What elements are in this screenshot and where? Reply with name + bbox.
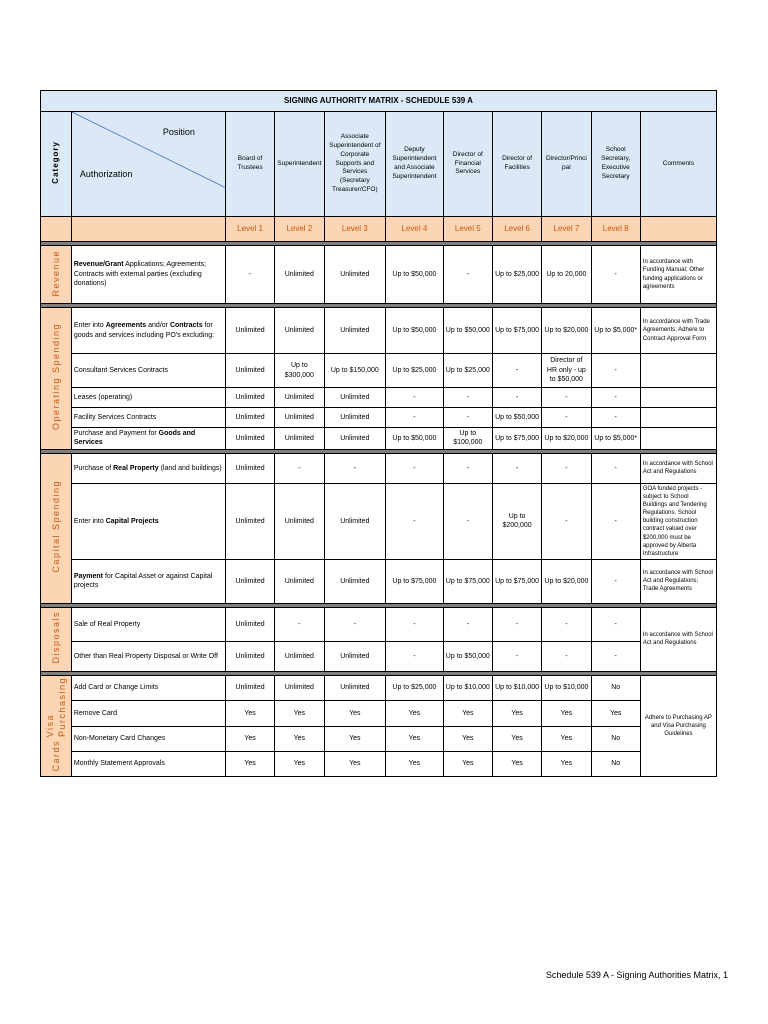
authority-value: Up to $20,000	[542, 308, 591, 354]
authority-value: -	[591, 246, 640, 304]
authority-value: Yes	[225, 701, 274, 726]
comment-cell: In accordance with Funding Manual; Other funding applications or agreements	[640, 246, 716, 304]
authorization-text: Enter into	[73, 517, 106, 525]
authorization-cell	[71, 641, 225, 671]
column-header: Director of Financial Services	[443, 112, 492, 217]
authority-value: -	[386, 607, 444, 641]
authority-value: Up to $10,000	[443, 675, 492, 700]
authority-value: -	[443, 408, 492, 428]
authorization-cell	[71, 559, 225, 603]
authority-value: -	[591, 559, 640, 603]
comment-cell: Adhere to Purchasing AP and Visa Purchasing Guidelines	[640, 675, 716, 776]
level-row	[41, 217, 717, 242]
matrix-row	[41, 388, 717, 408]
authority-value: Yes	[591, 701, 640, 726]
authorization-text: for goods and services including PO's excluding:	[73, 322, 215, 339]
authority-value: Up to $25,000	[443, 354, 492, 388]
authorization-cell	[71, 408, 225, 428]
page-footer: Schedule 539 A - Signing Authorities Matrix, 1	[545, 970, 728, 980]
authority-value: Up to $50,000	[443, 641, 492, 671]
column-header: Board of Trustees	[225, 112, 274, 217]
authority-value: Unlimited	[275, 388, 324, 408]
authority-value: Unlimited	[275, 559, 324, 603]
authority-value: Up to 20,000	[542, 246, 591, 304]
matrix-row	[41, 641, 717, 671]
column-header: Associate Superintendent of Corporate Supports and Services (Secretary Treasurer/CFO)	[324, 112, 386, 217]
authority-value: Unlimited	[324, 675, 386, 700]
category-label: Purchasing	[56, 676, 67, 737]
matrix-body	[41, 242, 717, 777]
authority-value: Unlimited	[225, 408, 274, 428]
authority-value: -	[492, 607, 541, 641]
category-label: Cards	[50, 740, 61, 772]
authority-value: Yes	[542, 751, 591, 776]
column-header: Director/Principal	[542, 112, 591, 217]
authority-value: -	[542, 641, 591, 671]
disposals-category-cell	[41, 607, 72, 671]
authorization-cell	[71, 607, 225, 641]
authority-value: Yes	[443, 751, 492, 776]
comment-cell: In accordance with School Act and Regulations	[640, 453, 716, 483]
matrix-row	[41, 428, 717, 450]
matrix-row	[41, 559, 717, 603]
comment-cell	[640, 408, 716, 428]
authority-value: -	[591, 641, 640, 671]
authorization-cell	[71, 675, 225, 700]
level-blank-cell	[640, 217, 716, 242]
operating-category-cell	[41, 308, 72, 450]
authorization-cell	[71, 388, 225, 408]
authorization-cell	[71, 354, 225, 388]
authority-value: -	[542, 388, 591, 408]
authorization-cell	[71, 751, 225, 776]
authority-value: Up to $25,000	[386, 675, 444, 700]
authority-value: Yes	[386, 751, 444, 776]
authorization-text: Add Card or Change Limits	[73, 684, 159, 692]
authorization-text: Non-Monetary Card Changes	[73, 735, 166, 743]
authority-value: Unlimited	[324, 246, 386, 304]
authority-value: Up to $300,000	[275, 354, 324, 388]
authorization-cell	[71, 453, 225, 483]
authority-value: -	[443, 453, 492, 483]
authority-value: -	[591, 388, 640, 408]
authorization-text: Remove Card	[73, 709, 117, 717]
authority-value: Up to $20,000	[542, 428, 591, 450]
authority-value: -	[443, 483, 492, 559]
visa-category-cell	[41, 675, 72, 776]
level-label: Level 4	[386, 217, 444, 242]
authorization-text: Payment	[73, 572, 103, 580]
column-header: Superintendent	[275, 112, 324, 217]
authority-value: Unlimited	[225, 675, 274, 700]
column-header: Comments	[640, 112, 716, 217]
authority-value: -	[324, 607, 386, 641]
level-blank-cell	[71, 217, 225, 242]
level-label: Level 1	[225, 217, 274, 242]
authority-value: No	[591, 675, 640, 700]
authority-value: Unlimited	[275, 483, 324, 559]
authority-value: Up to $75,000	[443, 559, 492, 603]
authority-value: Yes	[492, 751, 541, 776]
authority-value: Yes	[542, 726, 591, 751]
authority-value: Up to $25,000	[492, 246, 541, 304]
authority-value: -	[443, 388, 492, 408]
matrix-row	[41, 354, 717, 388]
column-header: Director of Facilities	[492, 112, 541, 217]
authority-value: Yes	[324, 751, 386, 776]
revenue-category-cell	[41, 246, 72, 304]
authority-value: Unlimited	[275, 641, 324, 671]
authority-value: Yes	[275, 751, 324, 776]
authorization-text: Real Property	[113, 464, 159, 472]
level-label: Level 3	[324, 217, 386, 242]
authority-value: Yes	[225, 726, 274, 751]
category-label: Disposals	[50, 611, 61, 664]
authority-value: -	[443, 246, 492, 304]
authority-value: Unlimited	[324, 428, 386, 450]
authority-value: -	[591, 483, 640, 559]
authority-value: No	[591, 726, 640, 751]
category-label: Capital Spending	[50, 480, 61, 573]
authority-value: Unlimited	[324, 408, 386, 428]
authority-value: -	[492, 641, 541, 671]
authority-value: No	[591, 751, 640, 776]
authorization-text: Monthly Statement Approvals	[73, 760, 165, 768]
authority-value: Up to $20,000	[542, 559, 591, 603]
matrix-row	[41, 726, 717, 751]
authorization-text: and/or	[146, 322, 170, 330]
level-label: Level 7	[542, 217, 591, 242]
authority-value: Yes	[542, 701, 591, 726]
authorization-cell	[71, 483, 225, 559]
authority-value: Yes	[443, 726, 492, 751]
authority-value: Unlimited	[225, 354, 274, 388]
authority-value: Up to $25,000	[386, 354, 444, 388]
authority-value: -	[275, 607, 324, 641]
category-label: Category	[50, 140, 60, 184]
authority-value: Unlimited	[225, 483, 274, 559]
authority-value: Up to $5,000*	[591, 308, 640, 354]
authority-value: Up to $75,000	[492, 559, 541, 603]
comment-cell: GOA funded projects - subject to School Buildings and Tendering Regulations. School building construction contract valued over $200,000 must be approved by Alberta Infrastructure	[640, 483, 716, 559]
authorization-text: Goods and Services	[73, 430, 196, 447]
authority-value: -	[386, 408, 444, 428]
authorization-text: Agreements	[105, 322, 147, 330]
level-label: Level 2	[275, 217, 324, 242]
authority-value: Unlimited	[275, 308, 324, 354]
authority-value: Unlimited	[324, 308, 386, 354]
authority-value: Up to $50,000	[386, 428, 444, 450]
matrix-title: SIGNING AUTHORITY MATRIX - SCHEDULE 539 A	[41, 91, 717, 112]
authority-value: Unlimited	[225, 308, 274, 354]
authority-value: -	[591, 408, 640, 428]
authority-value: Yes	[324, 701, 386, 726]
matrix-row	[41, 483, 717, 559]
authority-value: -	[386, 453, 444, 483]
authorization-text: Other than Real Property Disposal or Write Off	[73, 652, 218, 660]
level-blank-cell	[41, 217, 72, 242]
authority-value: -	[591, 354, 640, 388]
authority-value: Unlimited	[225, 388, 274, 408]
authorization-text: Capital Projects	[105, 517, 159, 525]
authority-value: -	[591, 453, 640, 483]
authority-value: -	[542, 408, 591, 428]
level-label: Level 6	[492, 217, 541, 242]
authority-value: -	[275, 453, 324, 483]
column-header: Deputy Superintendent and Associate Superintendent	[386, 112, 444, 217]
authority-value: Unlimited	[275, 408, 324, 428]
comment-cell	[640, 388, 716, 408]
authority-value: Unlimited	[275, 428, 324, 450]
column-header: School Secretary, Executive Secretary	[591, 112, 640, 217]
authority-value: -	[542, 607, 591, 641]
authority-value: Up to $10,000	[542, 675, 591, 700]
authorization-cell	[71, 726, 225, 751]
authority-value: -	[492, 453, 541, 483]
authority-value: Unlimited	[225, 607, 274, 641]
authority-value: -	[542, 483, 591, 559]
authority-value: -	[492, 354, 541, 388]
authority-value: Yes	[386, 726, 444, 751]
authorization-text: Purchase and Payment for	[73, 430, 159, 437]
authority-value: Up to $75,000	[492, 308, 541, 354]
authorization-text: (land and buildings)	[158, 464, 222, 472]
category-header	[41, 112, 72, 217]
authority-value: Up to $75,000	[386, 559, 444, 603]
signing-authority-matrix	[40, 90, 717, 777]
authority-value: -	[386, 641, 444, 671]
authority-value: Unlimited	[225, 453, 274, 483]
authority-value: Up to $10,000	[492, 675, 541, 700]
position-authorization-header	[71, 112, 225, 217]
authority-value: -	[542, 453, 591, 483]
authority-value: Up to $50,000	[443, 308, 492, 354]
matrix-row	[41, 246, 717, 304]
authorization-text: Enter into	[73, 322, 106, 330]
authorization-text: Leases (operating)	[73, 393, 133, 401]
comment-cell: In accordance with School Act and Regulations	[640, 607, 716, 671]
authority-value: Yes	[275, 726, 324, 751]
authorization-text: Revenue/Grant	[73, 261, 124, 269]
authority-value: Unlimited	[324, 641, 386, 671]
authority-value: Unlimited	[225, 428, 274, 450]
authority-value: Yes	[492, 726, 541, 751]
authority-value: -	[386, 483, 444, 559]
authority-value: Up to $75,000	[492, 428, 541, 450]
authority-value: Up to $200,000	[492, 483, 541, 559]
authorization-cell	[71, 701, 225, 726]
comment-cell	[640, 428, 716, 450]
comment-cell: In accordance with School Act and Regulations; Trade Agreements	[640, 559, 716, 603]
authority-value: Unlimited	[324, 388, 386, 408]
matrix-row	[41, 607, 717, 641]
authority-value: Yes	[225, 751, 274, 776]
authorization-text: Purchase of	[73, 464, 114, 472]
authorization-text: for Capital Asset or against Capital projects	[73, 572, 213, 590]
matrix-row	[41, 408, 717, 428]
authority-value: Up to $50,000	[492, 408, 541, 428]
matrix-row	[41, 453, 717, 483]
authority-value: Director of HR only - up to $50,000	[542, 354, 591, 388]
matrix-row	[41, 675, 717, 700]
capital-category-cell	[41, 453, 72, 603]
comment-cell: In accordance with Trade Agreements; Adhere to Contract Approval Form	[640, 308, 716, 354]
authority-value: Yes	[275, 701, 324, 726]
authority-value: Up to $5,000*	[591, 428, 640, 450]
authorization-text: Sale of Real Property	[73, 620, 141, 628]
authority-value: Unlimited	[225, 559, 274, 603]
matrix-row	[41, 701, 717, 726]
authorization-text: Consultant Services Contracts	[73, 366, 168, 374]
authority-value: Up to $100,000	[443, 428, 492, 450]
authority-value: Unlimited	[225, 641, 274, 671]
authority-value: Up to $50,000	[386, 308, 444, 354]
authorization-text: Applications; Agreements; Contracts with external parties (excluding donations)	[73, 261, 207, 288]
level-label: Level 8	[591, 217, 640, 242]
level-label: Level 5	[443, 217, 492, 242]
category-label: Revenue	[50, 249, 61, 297]
authority-value: Yes	[324, 726, 386, 751]
authority-value: -	[591, 607, 640, 641]
authorization-cell	[71, 246, 225, 304]
comment-cell	[640, 354, 716, 388]
authorization-cell	[71, 308, 225, 354]
authority-value: Unlimited	[324, 483, 386, 559]
authority-value: Unlimited	[275, 246, 324, 304]
diagonal-divider	[72, 112, 225, 216]
authorization-cell	[71, 428, 225, 450]
authority-value: Up to $50,000	[386, 246, 444, 304]
matrix-row	[41, 308, 717, 354]
authority-value: Unlimited	[324, 559, 386, 603]
authority-value: Unlimited	[275, 675, 324, 700]
position-label: Position	[162, 127, 195, 137]
matrix-row	[41, 751, 717, 776]
authorization-label: Authorization	[79, 168, 133, 179]
authority-value: Yes	[443, 701, 492, 726]
authority-value: Up to $150,000	[324, 354, 386, 388]
authority-value: -	[492, 388, 541, 408]
authority-value: Yes	[492, 701, 541, 726]
authorization-text: Contracts	[169, 322, 203, 330]
authority-value: -	[386, 388, 444, 408]
category-label: Visa	[44, 713, 55, 737]
authority-value: -	[443, 607, 492, 641]
header-row	[41, 112, 717, 217]
title-row	[41, 91, 717, 112]
authority-value: -	[324, 453, 386, 483]
authority-value: Yes	[386, 701, 444, 726]
authorization-text: Facility Services Contracts	[73, 413, 157, 421]
authority-value: -	[225, 246, 274, 304]
category-label: Operating Spending	[50, 323, 61, 431]
